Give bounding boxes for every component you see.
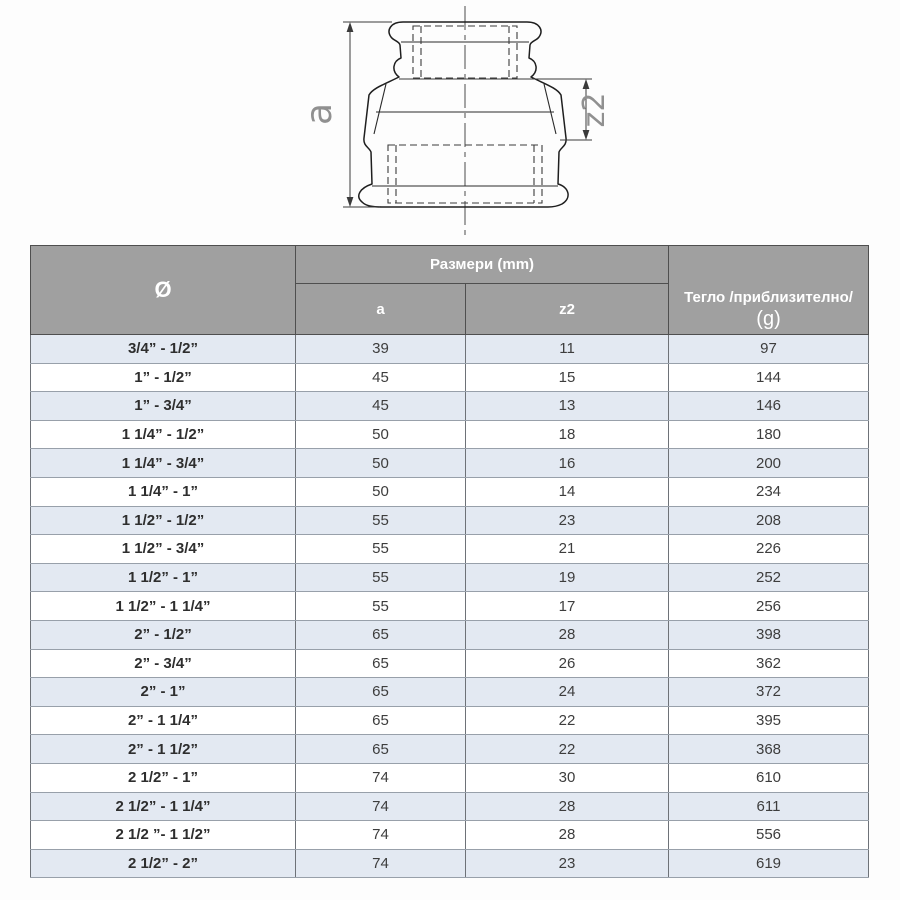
cell-a: 55: [296, 535, 466, 564]
table-row: [31, 792, 869, 821]
cell-z2: 28: [466, 792, 669, 821]
cell-weight: 372: [669, 678, 869, 707]
cell-z2: 14: [466, 477, 669, 506]
table-row: [31, 706, 869, 735]
table-row: [31, 363, 869, 392]
col-header-a: a: [296, 284, 466, 335]
cell-z2: 13: [466, 392, 669, 421]
cell-weight: 144: [669, 363, 869, 392]
dimension-z2-label: z2: [577, 92, 612, 128]
cell-weight: 180: [669, 420, 869, 449]
cell-a: 74: [296, 849, 466, 878]
cell-diameter: 2” - 3/4”: [31, 649, 296, 678]
cell-weight: 97: [669, 335, 869, 364]
table-row: [31, 420, 869, 449]
cell-z2: 28: [466, 620, 669, 649]
col-header-weight: [669, 246, 869, 335]
cell-a: 65: [296, 649, 466, 678]
table-row: [31, 620, 869, 649]
cell-a: 65: [296, 620, 466, 649]
cell-weight: 252: [669, 563, 869, 592]
cell-a: 55: [296, 592, 466, 621]
dimension-a: [299, 22, 392, 207]
cell-diameter: 1 1/2” - 1/2”: [31, 506, 296, 535]
cell-diameter: 2” - 1 1/2”: [31, 735, 296, 764]
cell-a: 65: [296, 735, 466, 764]
table-row: [31, 535, 869, 564]
cell-z2: 15: [466, 363, 669, 392]
cell-z2: 21: [466, 535, 669, 564]
cell-z2: 23: [466, 849, 669, 878]
table-row: [31, 592, 869, 621]
cell-weight: 610: [669, 763, 869, 792]
fitting-outline: [359, 22, 568, 207]
col-header-z2: z2: [466, 284, 669, 335]
cell-z2: 18: [466, 420, 669, 449]
table-body: [31, 335, 869, 878]
cell-a: 74: [296, 821, 466, 850]
table-row: [31, 392, 869, 421]
cell-z2: 11: [466, 335, 669, 364]
dimensions-table: [30, 245, 869, 878]
col-header-dimensions-group: Размери (mm): [296, 246, 669, 284]
cell-weight: 556: [669, 821, 869, 850]
table-row: [31, 335, 869, 364]
cell-diameter: 1 1/4” - 1”: [31, 477, 296, 506]
cell-z2: 22: [466, 706, 669, 735]
table-row: [31, 763, 869, 792]
cell-weight: 368: [669, 735, 869, 764]
cell-z2: 24: [466, 678, 669, 707]
cell-a: 50: [296, 449, 466, 478]
technical-drawing: [0, 0, 900, 245]
cell-a: 45: [296, 392, 466, 421]
table-row: [31, 449, 869, 478]
cell-a: 50: [296, 420, 466, 449]
cell-weight: 208: [669, 506, 869, 535]
table-row: [31, 563, 869, 592]
cell-weight: 362: [669, 649, 869, 678]
cell-diameter: 2 1/2 ”- 1 1/2”: [31, 821, 296, 850]
cell-diameter: 1 1/4” - 1/2”: [31, 420, 296, 449]
table-row: [31, 506, 869, 535]
cell-diameter: 3/4” - 1/2”: [31, 335, 296, 364]
cell-a: 39: [296, 335, 466, 364]
cell-a: 65: [296, 678, 466, 707]
cell-weight: 256: [669, 592, 869, 621]
cell-z2: 28: [466, 821, 669, 850]
cell-diameter: 1 1/2” - 1”: [31, 563, 296, 592]
table-row: [31, 649, 869, 678]
cell-a: 74: [296, 792, 466, 821]
cell-weight: 395: [669, 706, 869, 735]
table-row: [31, 821, 869, 850]
cell-a: 50: [296, 477, 466, 506]
cell-weight: 200: [669, 449, 869, 478]
cell-diameter: 2” - 1”: [31, 678, 296, 707]
cell-z2: 26: [466, 649, 669, 678]
cell-a: 74: [296, 763, 466, 792]
cell-weight: 234: [669, 477, 869, 506]
cell-weight: 146: [669, 392, 869, 421]
cell-z2: 17: [466, 592, 669, 621]
cell-diameter: 2” - 1 1/4”: [31, 706, 296, 735]
cell-z2: 22: [466, 735, 669, 764]
cell-diameter: 1” - 3/4”: [31, 392, 296, 421]
cell-diameter: 1 1/2” - 3/4”: [31, 535, 296, 564]
cell-diameter: 2 1/2” - 2”: [31, 849, 296, 878]
cell-weight: 619: [669, 849, 869, 878]
cell-weight: 226: [669, 535, 869, 564]
cell-weight: 398: [669, 620, 869, 649]
table-header: [31, 246, 869, 335]
cell-a: 65: [296, 706, 466, 735]
table-row: [31, 477, 869, 506]
table-row: [31, 849, 869, 878]
cell-diameter: 1 1/4” - 3/4”: [31, 449, 296, 478]
cell-weight: 611: [669, 792, 869, 821]
dimension-z2: [399, 79, 612, 140]
cell-a: 45: [296, 363, 466, 392]
cell-z2: 30: [466, 763, 669, 792]
cell-z2: 23: [466, 506, 669, 535]
dimension-a-label: a: [299, 102, 340, 126]
cell-a: 55: [296, 563, 466, 592]
cell-diameter: 1” - 1/2”: [31, 363, 296, 392]
cell-diameter: 2 1/2” - 1 1/4”: [31, 792, 296, 821]
cell-diameter: 2” - 1/2”: [31, 620, 296, 649]
table-row: [31, 735, 869, 764]
cell-diameter: 2 1/2” - 1”: [31, 763, 296, 792]
col-header-weight-text: Тегло /приблизително/: [684, 289, 853, 306]
cell-z2: 16: [466, 449, 669, 478]
table-row: [31, 678, 869, 707]
cell-diameter: 1 1/2” - 1 1/4”: [31, 592, 296, 621]
col-header-diameter: Ø: [31, 246, 296, 335]
col-header-weight-unit: (g): [756, 308, 781, 330]
cell-z2: 19: [466, 563, 669, 592]
cell-a: 55: [296, 506, 466, 535]
